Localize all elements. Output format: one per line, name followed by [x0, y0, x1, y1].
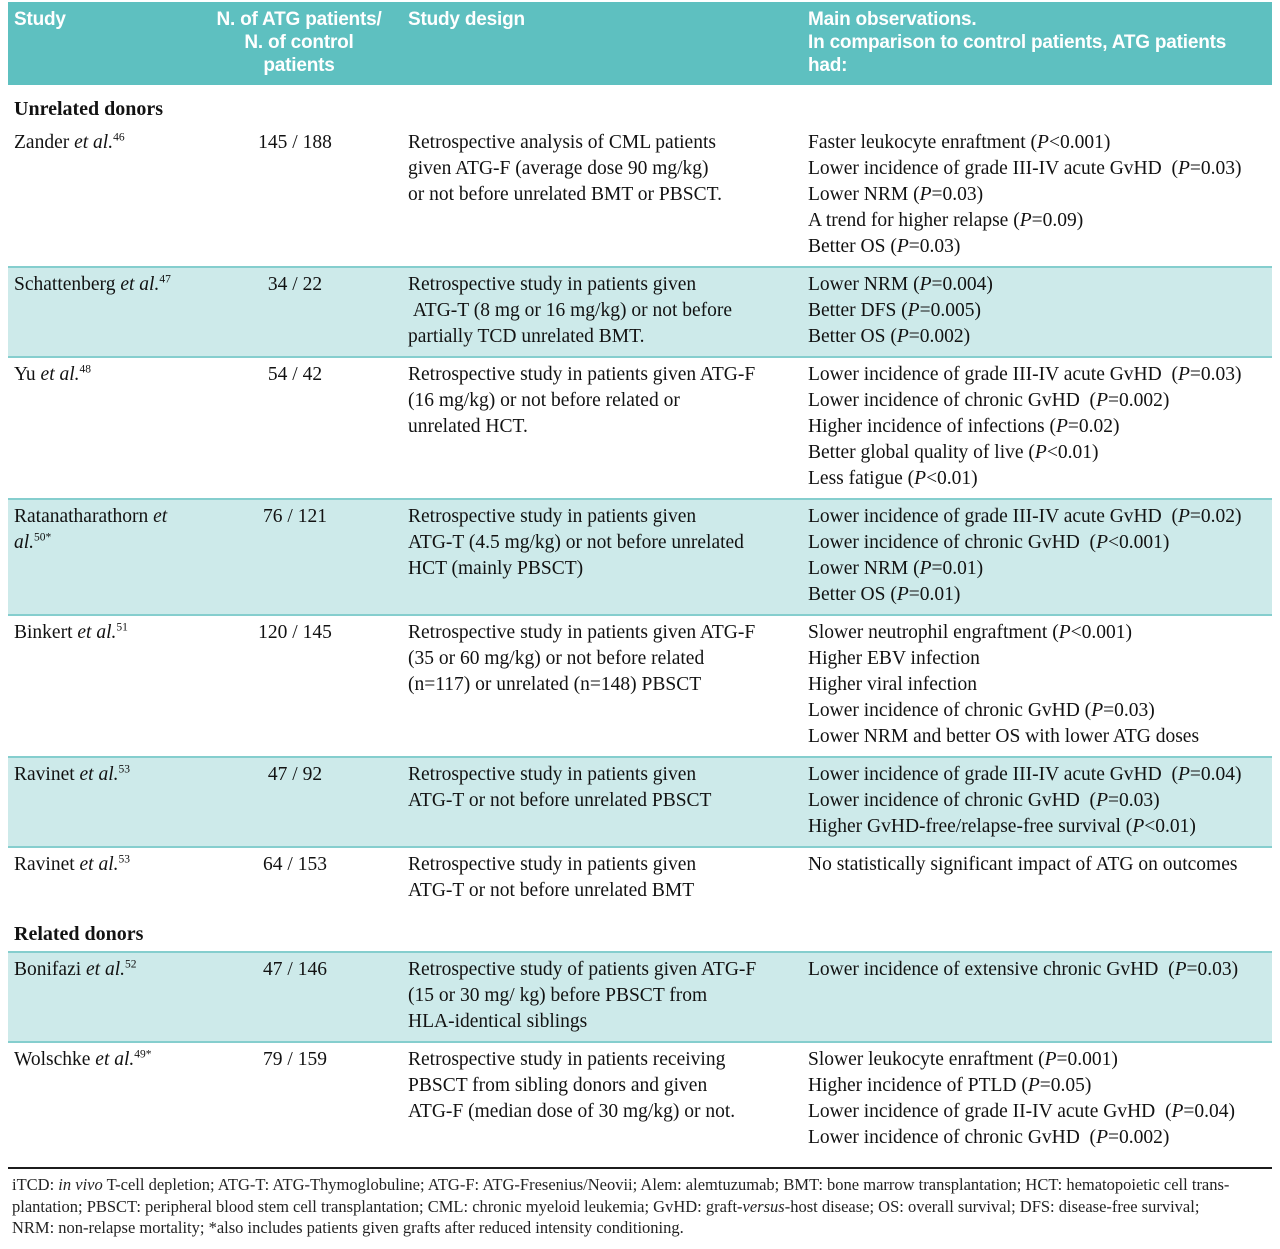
design-cell [400, 762, 798, 840]
column-header-design-label: Study design [408, 9, 525, 30]
observation-line: Lower incidence of chronic GvHD (P=0.03) [808, 700, 1155, 721]
n-cell: 79 / 159 [263, 1049, 327, 1070]
design-line: Retrospective study in patients given [408, 854, 697, 875]
table-row [8, 1043, 1272, 1157]
observation-line: Higher incidence of PTLD (P=0.05) [808, 1075, 1092, 1096]
observation-line: Lower incidence of chronic GvHD (P=0.03) [808, 790, 1160, 811]
observation-line: Lower NRM and better OS with lower ATG doses [808, 726, 1200, 747]
observation-line: Lower NRM (P=0.004) [808, 274, 993, 295]
design-line: ATG-T or not before unrelated BMT [408, 880, 695, 901]
table-row [8, 498, 1272, 616]
observation-line: Better global quality of live (P<0.01) [808, 442, 1099, 463]
study-cell: Binkert et al.$^{51}$ [14, 621, 128, 643]
footnote-line: iTCD: in vivo T-cell depletion; ATG-T: ATG-Thymoglobuline; ATG-F: ATG-Fresenius/Neovii; Alem: alemtuzumab; BMT: bone marrow transplantation; HCT: hematopoietic cell trans- [12, 1175, 1230, 1194]
n-cell: 34 / 22 [267, 274, 323, 295]
design-cell [400, 852, 798, 904]
observation-line: Lower incidence of grade III-IV acute GvHD (P=0.03) [808, 158, 1242, 179]
n-cell: 76 / 121 [263, 506, 327, 527]
footnote-line: plantation; PBSCT: peripheral blood stem cell transplantation; CML: chronic myeloid leukemia; GvHD: graft-versus-host disease; OS: overall survival; DFS: disease-free survival; [12, 1196, 1200, 1216]
footnote-line: NRM: non-relapse mortality; *also includes patients given grafts after reduced intensity conditioning. [12, 1218, 684, 1237]
design-line: (16 mg/kg) or not before related or [408, 390, 680, 411]
design-line: Retrospective study in patients given [408, 274, 697, 295]
design-line: ATG-T or not before unrelated PBSCT [408, 790, 712, 811]
design-cell [400, 130, 798, 260]
design-line: partially TCD unrelated BMT. [408, 326, 645, 347]
observation-line: Higher incidence of infections (P=0.02) [808, 416, 1120, 437]
observation-line: Lower NRM (P=0.03) [808, 184, 984, 205]
column-header-n-line1: N. of ATG patients/ [216, 9, 382, 30]
observation-line: Better OS (P=0.01) [808, 584, 961, 605]
design-cell [400, 272, 798, 350]
observation-line: Lower incidence of chronic GvHD (P=0.002) [808, 1127, 1170, 1148]
table-row [8, 848, 1272, 910]
study-cell: Yu et al.$^{48}$ [14, 363, 92, 385]
study-cell: Zander et al.$^{46}$ [14, 131, 125, 153]
design-line: ATG-T (4.5 mg/kg) or not before unrelated [408, 532, 744, 553]
section-header: Unrelated donors [14, 98, 164, 120]
design-line: Retrospective study in patients given [408, 506, 697, 527]
observation-line: Lower incidence of chronic GvHD (P<0.001) [808, 532, 1170, 553]
table-row [8, 951, 1272, 1043]
footnote [8, 1167, 1272, 1249]
observation-line: Faster leukocyte enraftment (P<0.001) [808, 132, 1111, 153]
n-cell: 145 / 188 [258, 132, 332, 153]
observation-line: Lower NRM (P=0.01) [808, 558, 984, 579]
study-cell: Ravinet et al.$^{53}$ [14, 853, 131, 875]
observation-line: Higher EBV infection [808, 648, 980, 669]
column-header-observations [798, 8, 1272, 77]
n-cell: 47 / 146 [263, 959, 327, 980]
design-line: HLA-identical siblings [408, 1011, 588, 1032]
observation-line: No statistically significant impact of ATG on outcomes [808, 854, 1238, 875]
study-cell: Ravinet et al.$^{53}$ [14, 763, 131, 785]
column-header-study [8, 8, 200, 77]
design-line: Retrospective study in patients receiving [408, 1049, 726, 1070]
table-body [8, 85, 1272, 1157]
design-line: (15 or 30 mg/ kg) before PBSCT from [408, 985, 708, 1006]
design-line: Retrospective study in patients given ATG-F [408, 364, 756, 385]
design-line: PBSCT from sibling donors and given [408, 1075, 708, 1096]
observation-line: Lower incidence of grade III-IV acute GvHD (P=0.03) [808, 364, 1242, 385]
study-cell: Wolschke et al.$^{49*}$ [14, 1048, 152, 1070]
design-line: Retrospective study of patients given ATG-F [408, 959, 757, 980]
table-row [8, 266, 1272, 358]
design-line: (35 or 60 mg/kg) or not before related [408, 648, 705, 669]
observations-cell [798, 620, 1272, 750]
design-cell [400, 1047, 798, 1151]
observation-line: Lower incidence of grade III-IV acute GvHD (P=0.04) [808, 764, 1242, 785]
study-cell: Ratanatharathorn et al.$^{50*}$ [14, 506, 168, 553]
study-cell: Bonifazi et al.$^{52}$ [14, 958, 137, 980]
design-cell [400, 957, 798, 1035]
observation-line: Lower incidence of extensive chronic GvHD (P=0.03) [808, 959, 1239, 980]
column-header-design [400, 8, 798, 77]
n-cell: 54 / 42 [267, 364, 323, 385]
observations-cell [798, 762, 1272, 840]
observation-line: Better DFS (P=0.005) [808, 300, 981, 321]
observations-cell [798, 1047, 1272, 1151]
design-line: Retrospective analysis of CML patients [408, 132, 716, 153]
observation-line: A trend for higher relapse (P=0.09) [808, 210, 1084, 231]
observation-line: Higher viral infection [808, 674, 977, 695]
design-line: Retrospective study in patients given ATG-F [408, 622, 756, 643]
design-line: HCT (mainly PBSCT) [408, 558, 584, 579]
n-cell: 47 / 92 [267, 764, 323, 785]
design-cell [400, 504, 798, 608]
design-line: ATG-T (8 mg or 16 mg/kg) or not before [408, 300, 733, 321]
column-header-study-label: Study [14, 9, 66, 30]
observation-line: Lower incidence of grade II-IV acute GvHD (P=0.04) [808, 1101, 1236, 1122]
design-line: or not before unrelated BMT or PBSCT. [408, 184, 722, 205]
column-header-n-line2: N. of control patients [244, 32, 354, 76]
observation-line: Lower incidence of chronic GvHD (P=0.002) [808, 390, 1170, 411]
observation-line: Lower incidence of grade III-IV acute GvHD (P=0.02) [808, 506, 1242, 527]
table-row [8, 616, 1272, 756]
study-cell: Schattenberg et al.$^{47}$ [14, 273, 171, 295]
table-row [8, 126, 1272, 266]
observation-line: Slower leukocyte enraftment (P=0.001) [808, 1049, 1118, 1070]
design-line: unrelated HCT. [408, 416, 528, 437]
design-line: given ATG-F (average dose 90 mg/kg) [408, 158, 709, 179]
n-cell: 64 / 153 [263, 854, 327, 875]
column-header-observations-line2: In comparison to control patients, ATG patients had: [808, 32, 1227, 76]
observation-line: Better OS (P=0.03) [808, 236, 961, 257]
column-header-n [200, 8, 400, 77]
table-row [8, 756, 1272, 848]
section-header: Related donors [14, 923, 144, 945]
column-header-observations-line1: Main observations. [808, 9, 977, 30]
observations-cell [798, 957, 1272, 1035]
observations-cell [798, 130, 1272, 260]
observation-line: Less fatigue (P<0.01) [808, 468, 978, 489]
design-line: ATG-F (median dose of 30 mg/kg) or not. [408, 1101, 736, 1122]
design-cell [400, 362, 798, 492]
table-row [8, 358, 1272, 498]
observation-line: Slower neutrophil engraftment (P<0.001) [808, 622, 1133, 643]
observations-cell [798, 272, 1272, 350]
design-line: (n=117) or unrelated (n=148) PBSCT [408, 674, 702, 695]
observation-line: Higher GvHD-free/relapse-free survival (P<0.01) [808, 816, 1196, 837]
table-header-row [8, 2, 1272, 85]
observations-cell [798, 852, 1272, 904]
n-cell: 120 / 145 [258, 622, 332, 643]
design-line: Retrospective study in patients given [408, 764, 697, 785]
observation-line: Better OS (P=0.002) [808, 326, 971, 347]
observations-cell [798, 362, 1272, 492]
observations-cell [798, 504, 1272, 608]
studies-table [8, 2, 1272, 1249]
design-cell [400, 620, 798, 750]
